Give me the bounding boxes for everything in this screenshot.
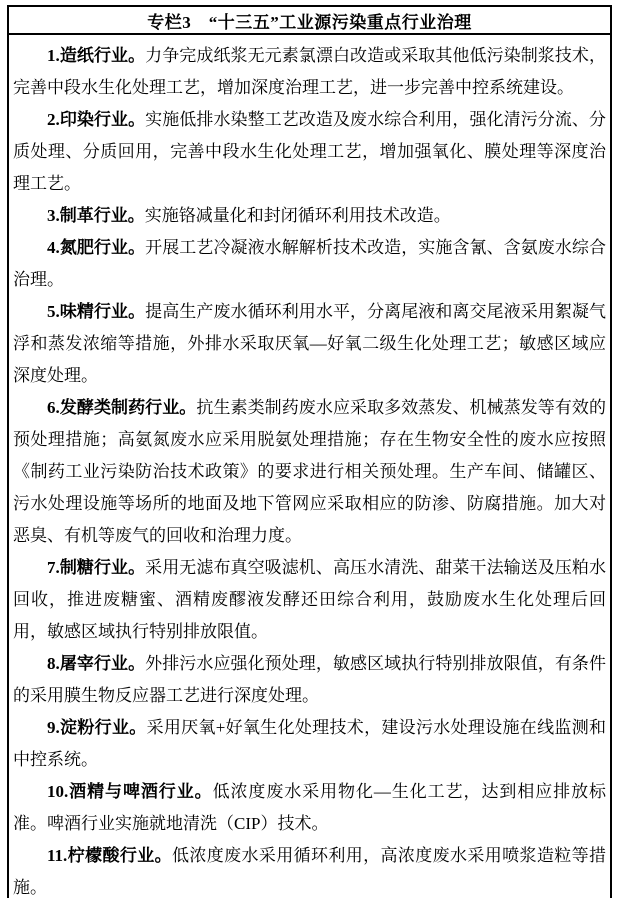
industry-label: 4.氮肥行业。 <box>47 238 146 257</box>
industry-item-msg <box>13 296 606 392</box>
industry-text: 低浓度废水采用循环利用，高浓度废水采用喷浆造粒等措施。 <box>13 846 607 897</box>
industry-text: 外排污水应强化预处理，敏感区域执行特别排放限值，有条件的采用膜生物反应器工艺进行深度处理。 <box>13 654 606 705</box>
industry-text: 力争完成纸浆无元素氯漂白改造或采取其他低污染制浆技术，完善中段水生化处理工艺，增加深度治理工艺，进一步完善中控系统建设。 <box>13 46 606 97</box>
industry-text: 采用无滤布真空吸滤机、高压水清洗、甜菜干法输送及压粕水回收，推进废糖蜜、酒精废醪液发酵还田综合利用，鼓励废水生化处理后回用，敏感区域执行特别排放限值。 <box>13 558 606 641</box>
industry-item-papermaking <box>13 40 606 104</box>
panel-body <box>9 35 610 898</box>
industry-label: 2.印染行业。 <box>47 110 146 129</box>
industry-item-slaughter <box>13 648 606 712</box>
industry-item-citric-acid <box>13 840 606 898</box>
industry-text: 实施铬减量化和封闭循环利用技术改造。 <box>144 206 451 225</box>
industry-label: 5.味精行业。 <box>47 302 146 321</box>
industry-item-sugar <box>13 552 606 648</box>
industry-label: 1.造纸行业。 <box>47 46 146 65</box>
industry-label: 9.淀粉行业。 <box>47 718 147 737</box>
industry-label: 3.制革行业。 <box>47 206 145 225</box>
industry-label: 10.酒精与啤酒行业。 <box>47 782 213 801</box>
panel-title-row <box>9 7 610 35</box>
industry-item-printing-dyeing <box>13 104 606 200</box>
column-panel <box>7 5 612 898</box>
industry-label: 6.发酵类制药行业。 <box>47 398 197 417</box>
industry-item-alcohol-beer <box>13 776 606 840</box>
industry-item-nitrogen-fertilizer <box>13 232 606 296</box>
industry-label: 7.制糖行业。 <box>47 558 146 577</box>
industry-text: 提高生产废水循环利用水平，分离尾液和离交尾液采用絮凝气浮和蒸发浓缩等措施，外排水采取厌氧—好氧二级生化处理工艺；敏感区域应深度处理。 <box>13 302 606 385</box>
industry-item-fermentation-pharma <box>13 392 606 552</box>
industry-text: 抗生素类制药废水应采取多效蒸发、机械蒸发等有效的预处理措施；高氨氮废水应采用脱氨处理措施；存在生物安全性的废水应按照《制药工业污染防治技术政策》的要求进行相关预处理。生产车间、储罐区、污水处理设施等场所的地面及地下管网应采取相应的防渗、防腐措施。加大对恶臭、有机等废气的回收和治理力度。 <box>13 398 607 545</box>
industry-item-starch <box>13 712 606 776</box>
industry-label: 11.柠檬酸行业。 <box>47 846 172 865</box>
industry-text: 开展工艺冷凝液水解解析技术改造，实施含氰、含氨废水综合治理。 <box>13 238 606 289</box>
industry-label: 8.屠宰行业。 <box>47 654 146 673</box>
industry-text: 低浓度废水采用物化—生化工艺，达到相应排放标准。啤酒行业实施就地清洗（CIP）技术。 <box>13 782 607 833</box>
industry-item-tanning <box>13 200 606 232</box>
industry-text: 采用厌氧+好氧生化处理技术，建设污水处理设施在线监测和中控系统。 <box>13 718 606 769</box>
industry-text: 实施低排水染整工艺改造及废水综合利用，强化清污分流、分质处理、分质回用，完善中段水生化处理工艺，增加强氧化、膜处理等深度治理工艺。 <box>13 110 606 193</box>
panel-title: 专栏3 “十三五”工业源污染重点行业治理 <box>147 12 472 32</box>
